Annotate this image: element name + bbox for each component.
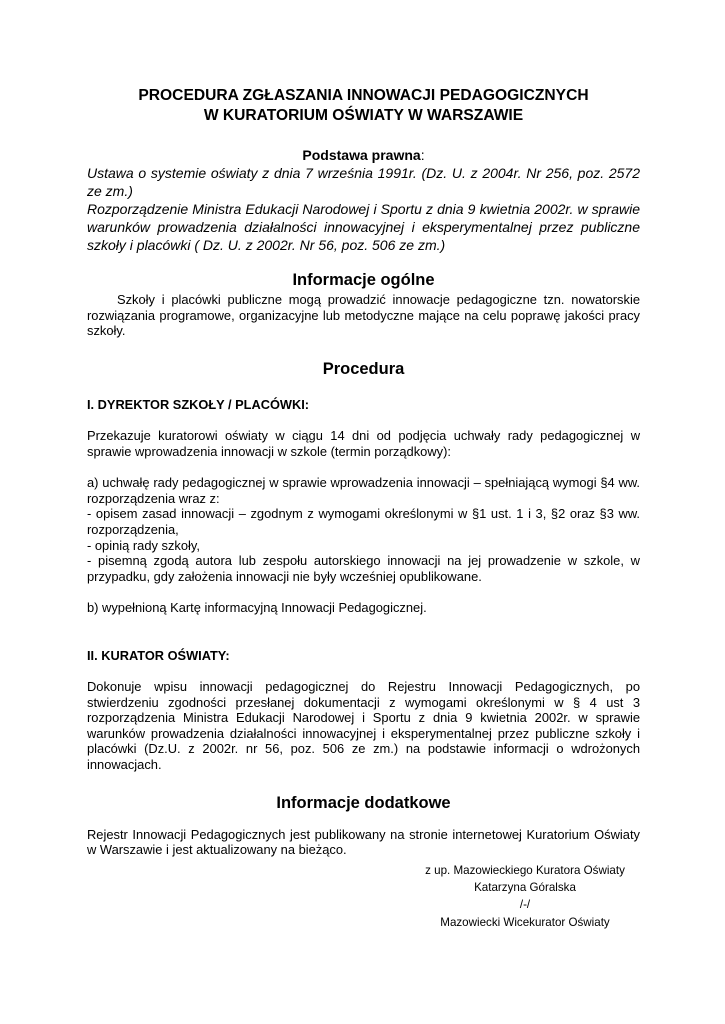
director-sub-item-2: - opinią rady szkoły, bbox=[87, 537, 200, 553]
document-title-line1: PROCEDURA ZGŁASZANIA INNOWACJI PEDAGOGICZNYCH bbox=[138, 87, 589, 104]
document-page bbox=[87, 86, 640, 858]
signature-title: Mazowiecki Wicekurator Oświaty bbox=[440, 915, 610, 929]
procedure-heading: Procedura bbox=[322, 359, 405, 378]
director-item-b: b) wypełnioną Kartę informacyjną Innowacji Pedagogicznej. bbox=[87, 599, 427, 615]
director-intro: Przekazuje kuratorowi oświaty w ciągu 14 dni od podjęcia uchwały rady pedagogicznej w sprawie wprowadzenia innowacji w szkole (termin porządkowy): bbox=[87, 428, 640, 459]
director-sub-item-3: - pisemną zgodą autora lub zespołu autorskiego innowacji na jej prowadzenie w szkole, w przypadku, gdy założenia innowacji nie były wcześniej opublikowane. bbox=[87, 553, 640, 584]
legal-basis-act: Ustawa o systemie oświaty z dnia 7 września 1991r. (Dz. U. z 2004r. Nr 256, poz. 2572 ze zm.) bbox=[87, 165, 640, 199]
director-heading: I. DYREKTOR SZKOŁY / PLACÓWKI: bbox=[87, 396, 310, 412]
legal-basis-regulation: Rozporządzenie Ministra Edukacji Narodowej i Sportu z dnia 9 kwietnia 2002r. w sprawie warunków prowadzenia działalności innowacyjnej i eksperymentalnej przez publiczne szkoły i placówki ( Dz. U. z 2002r. Nr 56, poz. 506 ze zm.) bbox=[87, 201, 640, 253]
document-title-line2: W KURATORIUM OŚWIATY W WARSZAWIE bbox=[203, 107, 524, 124]
additional-info-heading: Informacje dodatkowe bbox=[276, 793, 451, 812]
director-item-a: a) uchwałę rady pedagogicznej w sprawie wprowadzenia innowacji – spełniającą wymogi §4 ww. rozporządzenia wraz z: bbox=[87, 475, 640, 506]
signature-block bbox=[400, 862, 650, 931]
signature-name: Katarzyna Góralska bbox=[474, 881, 576, 895]
legal-basis-heading-colon: : bbox=[420, 147, 425, 163]
signature-mark: /-/ bbox=[519, 898, 531, 912]
general-info-heading: Informacje ogólne bbox=[292, 271, 435, 289]
legal-basis-heading-label: Podstawa prawna bbox=[302, 147, 421, 163]
curator-heading: II. KURATOR OŚWIATY: bbox=[87, 647, 230, 663]
general-info-text: Szkoły i placówki publiczne mogą prowadzić innowacje pedagogiczne tzn. nowatorskie rozwiązania programowe, organizacyjne lub metodyczne mające na celu poprawę jakości pracy szkoły. bbox=[87, 292, 640, 339]
director-sub-item-1: - opisem zasad innowacji – zgodnym z wymogami określonymi w §1 ust. 1 i 3, §2 oraz §3 ww. rozporządzenia, bbox=[87, 506, 640, 537]
legal-basis-heading bbox=[87, 146, 640, 164]
curator-text: Dokonuje wpisu innowacji pedagogicznej do Rejestru Innowacji Pedagogicznych, po stwierdzeniu zgodności przesłanej dokumentacji z wymogami określonymi w § 4 ust 3 rozporządzenia Ministra Edukacji Narodowej i Sportu z dnia 9 kwietnia 2002r. w sprawie warunków prowadzenia działalności innowacyjnej i eksperymentalnej przez publiczne szkoły i placówki (Dz.U. z 2002r. nr 56, poz. 506 ze zm.) na podstawie informacji o wdrożonych innowacjach. bbox=[87, 679, 640, 773]
additional-info-text: Rejestr Innowacji Pedagogicznych jest publikowany na stronie internetowej Kuratorium Oświaty w Warszawie i jest aktualizowany na bieżąco. bbox=[87, 826, 640, 858]
signature-line1: z up. Mazowieckiego Kuratora Oświaty bbox=[425, 864, 625, 877]
